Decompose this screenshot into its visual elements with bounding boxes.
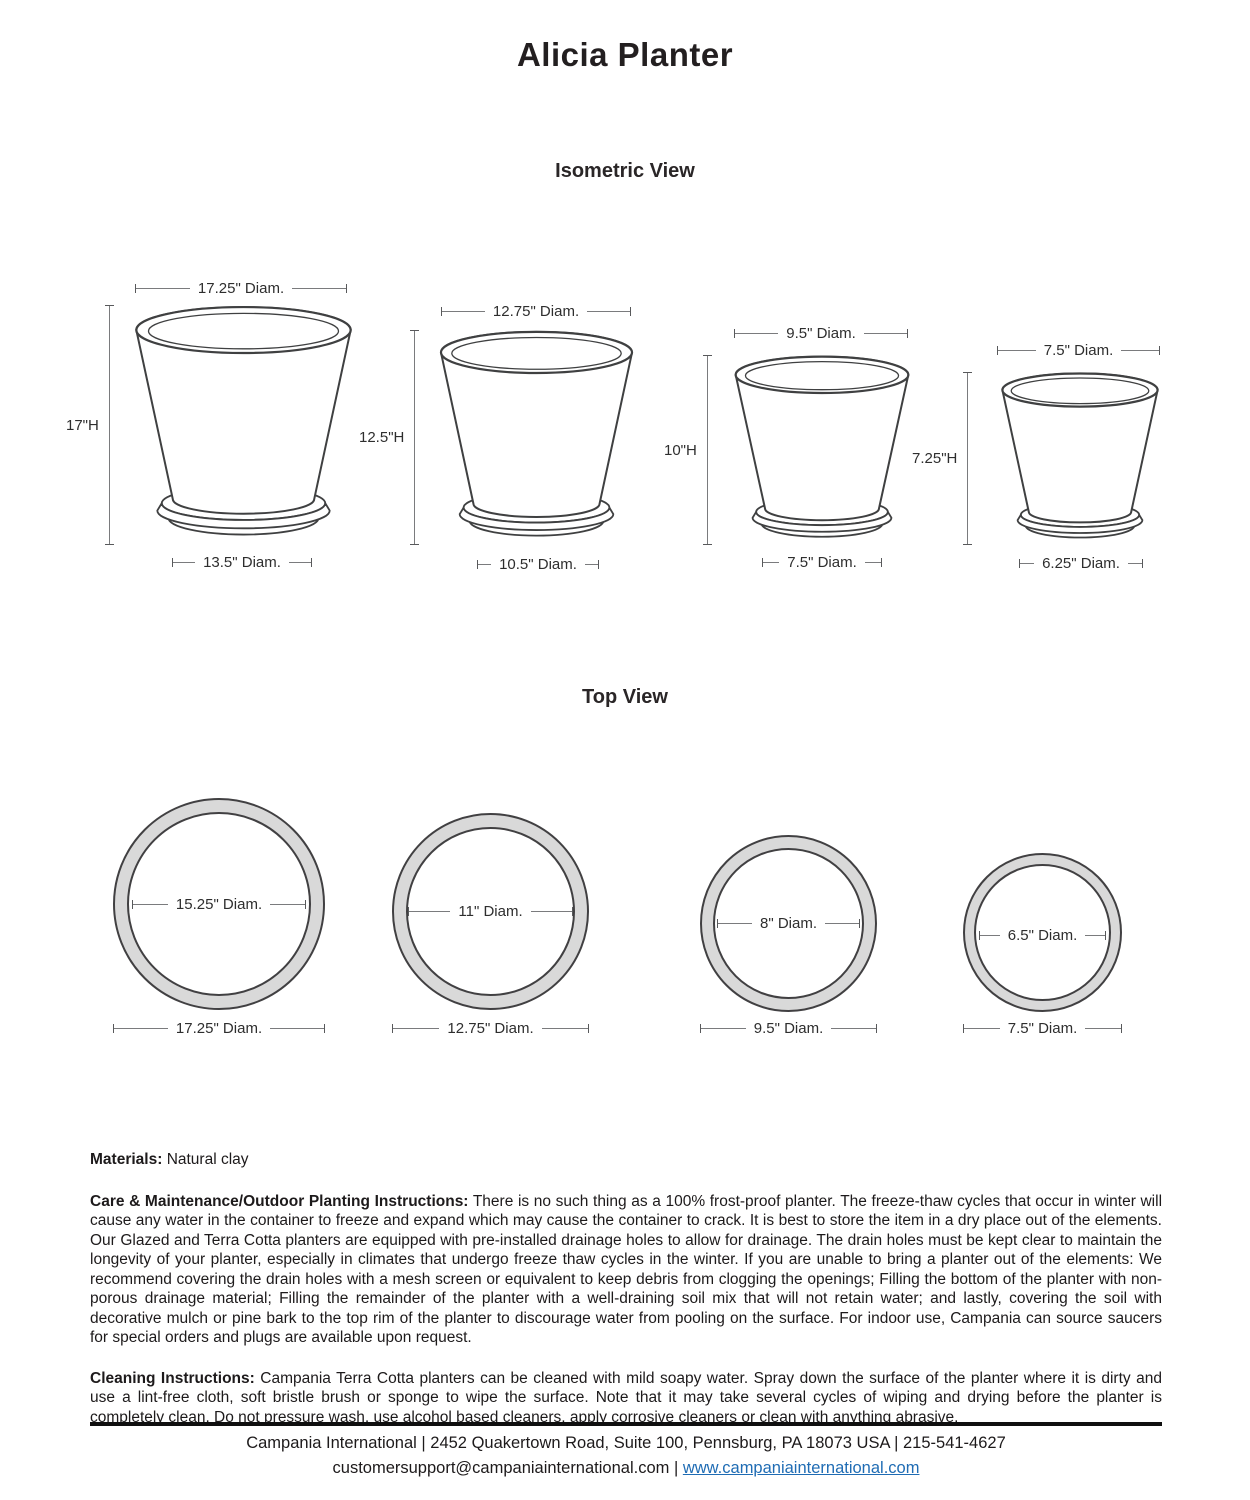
section-heading-isometric: Isometric View [555,160,695,182]
cleaning-text: Campania Terra Cotta planters can be cleaned with mild soapy water. Spray down the surface of the planter where it is dirty and use a lint-free cloth, soft bristle brush or sponge to wipe the surface. Note that it may take several cycles of wiping and drying before the planter is completely clean. Do not pressure wash, use alcohol based cleaners, apply corrosive cleaners or clean with anything abrasive. [90,1369,1162,1426]
dim-line [825,923,859,924]
dim-line [136,288,190,289]
dim-tick [876,1024,877,1033]
dim-outer-diameter-4 [963,1021,1122,1035]
dim-line [865,562,881,563]
materials-label: Materials: [90,1151,163,1168]
dim-line [964,1028,1000,1029]
dim-height-2 [359,330,419,545]
dim-label: 7.5" Diam. [787,553,857,571]
dim-line [763,562,779,563]
dim-line [289,562,311,563]
dim-label: 13.5" Diam. [203,553,281,571]
dim-line [133,904,168,905]
footer-email: customersupport@campaniainternational.com [332,1459,670,1477]
dim-height-1 [66,305,114,545]
footer [90,1422,1162,1481]
dim-tick [1159,346,1160,355]
dim-line [831,1028,876,1029]
dim-tick [1142,559,1143,568]
dim-bottom-diameter-1 [172,555,312,569]
section-heading-top-view: Top View [582,686,668,708]
footer-separator: | [669,1459,683,1477]
dim-label: 12.75" Diam. [447,1019,534,1037]
dim-line [1085,1028,1121,1029]
dim-line [587,311,630,312]
dim-label: 11" Diam. [458,902,523,920]
dim-label: 12.5"H [359,429,405,446]
dim-line [270,904,305,905]
dim-top-diameter-1 [135,281,347,295]
dim-tick [572,907,573,916]
dim-line [542,1028,588,1029]
dim-line [701,1028,746,1029]
dim-tick [907,329,908,338]
dim-line [292,288,346,289]
dim-label: 6.5" Diam. [1007,926,1078,944]
dim-label: 8" Diam. [760,914,818,932]
dim-top-diameter-2 [441,304,631,318]
dim-tick [859,919,860,928]
dim-inner-diameter-4 [979,928,1106,942]
dim-label: 9.5" Diam. [786,324,856,342]
cleaning-instructions [90,1369,1162,1428]
dim-outer-diameter-2 [392,1021,589,1035]
page-title: Alicia Planter [516,36,734,73]
dim-top-diameter-4 [997,343,1160,357]
planter-drawing-10in [733,355,911,545]
dim-line [531,911,572,912]
dim-label: 10"H [664,441,697,459]
dim-tick [588,1024,589,1033]
dim-line [864,333,907,334]
dim-line [998,350,1036,351]
dim-label: 7.5" Diam. [1043,341,1114,359]
info-text-block [90,1150,1162,1427]
dim-label: 7.25"H [912,450,958,467]
dim-line [114,1028,168,1029]
care-text: There is no such thing as a 100% frost-proof planter. The freeze-thaw cycles that occur in winter will cause any water in the container to freeze and expand which may cause the container to crack. It is best to store the item in a dry place out of the elements. Our Glazed and Terra Cotta planters are equipped with pre-installed drainage holes to allow for drainage. The drain holes must be kept clear to maintain the longevity of your planter, especially in climates that undergo freeze thaw cycles in the winter. If you are unable to bring a planter out of the elements: We recommend covering the drain holes with a mesh screen or equivalent to keep debris from clogging the openings; Filling the bottom of the planter with non-porous drainage material; Filling the remainder of the planter with a well-draining soil mix that will not retain water; and lastly, covering the soil with decorative mulch or pine bark to the top rim of the planter to discourage water from pooling on the surface. For indoor use, Campania can source saucers for special orders and plugs are available upon request. [90,1192,1163,1346]
dim-outer-diameter-1 [113,1021,325,1035]
dim-line-vertical [703,355,712,545]
dim-line [585,564,598,565]
dim-label: 12.75" Diam. [492,302,580,320]
dim-tick [630,307,631,316]
dim-line [393,1028,439,1029]
dim-outer-diameter-3 [700,1021,877,1035]
dim-line-vertical [963,372,972,545]
planter-drawing-12in [438,330,635,545]
dim-line [442,311,485,312]
dim-label: 15.25" Diam. [175,895,263,913]
care-instructions [90,1192,1162,1348]
dim-tick [311,558,312,567]
dim-line [478,564,491,565]
dim-line [173,562,195,563]
dim-height-4 [912,372,972,545]
materials-value: Natural clay [166,1151,249,1168]
footer-website-link[interactable]: www.campaniainternational.com [682,1459,920,1477]
dim-line [1128,563,1142,564]
dim-tick [598,560,599,569]
dim-tick [346,284,347,293]
dim-tick [1121,1024,1122,1033]
dim-label: 17"H [66,416,99,434]
dim-tick [324,1024,325,1033]
footer-links-line [90,1456,1162,1481]
dim-line-vertical [410,330,419,545]
dim-label: 9.5" Diam. [753,1019,824,1037]
dim-tick [305,900,306,909]
dim-bottom-diameter-3 [762,555,882,569]
planter-drawing-7in [1000,372,1160,545]
dim-bottom-diameter-2 [477,557,599,571]
dim-line [409,911,450,912]
care-label: Care & Maintenance/Outdoor Planting Instructions: [90,1192,469,1210]
dim-tick [1105,931,1106,940]
dim-label: 17.25" Diam. [197,279,285,297]
footer-divider [90,1422,1162,1426]
dim-label: 17.25" Diam. [175,1019,263,1037]
dim-top-diameter-3 [734,326,908,340]
dim-line [718,923,752,924]
cleaning-label: Cleaning Instructions: [90,1369,255,1387]
dim-inner-diameter-1 [132,897,306,911]
materials-line [90,1150,1162,1170]
dim-line [1085,935,1105,936]
dim-label: 7.5" Diam. [1007,1019,1078,1037]
dim-height-3 [664,355,712,545]
dim-line [735,333,778,334]
dim-line [980,935,1000,936]
dim-line-vertical [105,305,114,545]
dim-line [1121,350,1159,351]
dim-line [270,1028,324,1029]
dim-bottom-diameter-4 [1019,556,1143,570]
footer-contact-line: Campania International | 2452 Quakertown Road, Suite 100, Pennsburg, PA 18073 USA | 215-541-4627 [246,1434,1006,1452]
dim-inner-diameter-3 [717,916,860,930]
dim-label: 6.25" Diam. [1042,554,1120,572]
dim-inner-diameter-2 [408,904,573,918]
planter-drawing-17in [133,305,354,545]
dim-tick [881,558,882,567]
dim-line [1020,563,1034,564]
dim-label: 10.5" Diam. [499,555,577,573]
